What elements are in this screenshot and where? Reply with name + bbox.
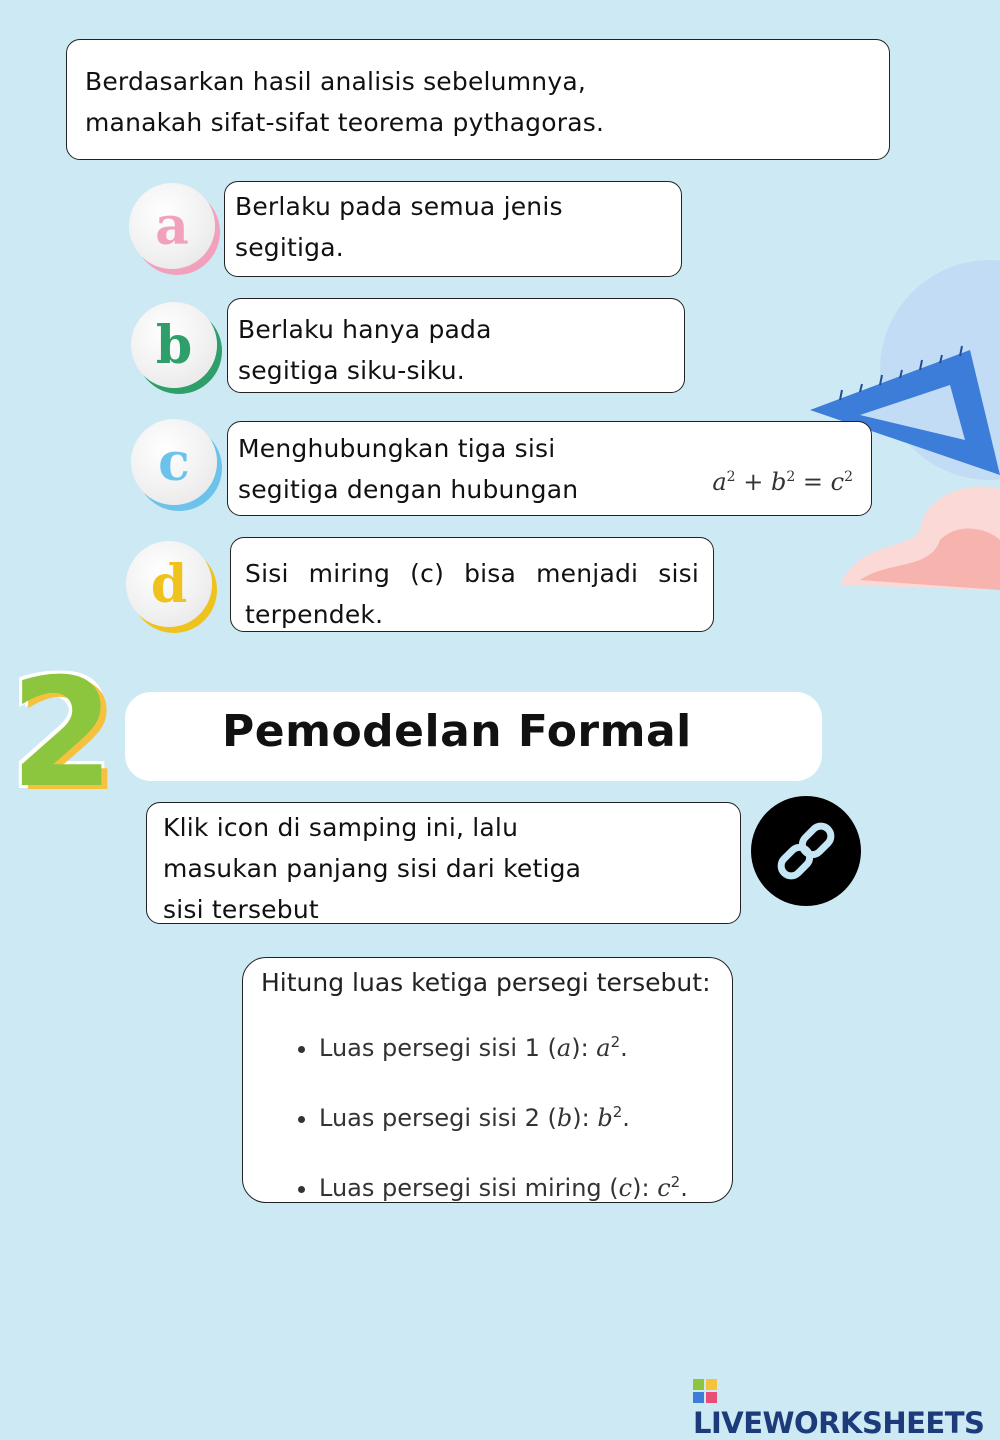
item-3-exp: 2 xyxy=(670,1173,681,1191)
question-line-2: manakah sifat-sifat teorema pythagoras. xyxy=(85,108,605,137)
option-b-letter: b xyxy=(155,314,193,376)
option-d-text xyxy=(245,553,699,635)
question-box xyxy=(66,39,890,160)
item-3-var: c xyxy=(618,1174,633,1202)
instruction-box xyxy=(146,802,741,924)
formula-b-exp: 2 xyxy=(786,469,796,485)
item-1-var: a xyxy=(556,1034,572,1062)
item-1-sym: a xyxy=(596,1034,611,1062)
option-c-card[interactable] xyxy=(227,421,872,516)
option-b-line-1: Berlaku hanya pada xyxy=(238,315,492,344)
option-a-letter-bubble xyxy=(129,183,215,269)
area-instruction-box xyxy=(242,957,733,1203)
option-d-line-2: terpendek. xyxy=(245,600,384,629)
instruction-line-1: Klik icon di samping ini, lalu xyxy=(163,813,519,842)
item-3-mid: ): xyxy=(632,1174,658,1202)
formula-b: b xyxy=(770,468,787,496)
item-1-mid: ): xyxy=(571,1034,597,1062)
item-1-prefix: Luas persegi sisi 1 ( xyxy=(319,1034,557,1062)
option-b-letter-bubble xyxy=(131,302,217,388)
pythagoras-formula: $a^2 + b^2 = c^2$ xyxy=(712,468,853,496)
logo-text: LIVEWORKSHEETS xyxy=(693,1406,985,1440)
instruction-line-3: sisi tersebut xyxy=(163,895,319,924)
option-d-letter: d xyxy=(150,553,188,615)
link-button[interactable] xyxy=(751,796,861,906)
area-list xyxy=(261,1010,714,1220)
instruction-line-2: masukan panjang sisi dari ketiga xyxy=(163,854,582,883)
link-icon xyxy=(769,814,843,888)
item-2-sym: b xyxy=(597,1104,613,1132)
option-c-letter: c xyxy=(158,431,190,493)
item-2-end: . xyxy=(622,1104,630,1132)
liveworksheets-logo-icon xyxy=(693,1379,717,1403)
option-d-line-1: Sisi miring (c) bisa menjadi sisi xyxy=(245,559,699,588)
item-2-prefix: Luas persegi sisi 2 ( xyxy=(319,1104,557,1132)
item-3-sym: c xyxy=(657,1174,671,1202)
section-banner xyxy=(125,692,822,781)
section-number: 2 xyxy=(10,647,115,821)
option-b-line-2: segitiga siku-siku. xyxy=(238,356,465,385)
item-1-end: . xyxy=(620,1034,628,1062)
section-title: Pemodelan Formal xyxy=(222,706,692,757)
option-c-letter-bubble xyxy=(131,419,217,505)
item-3-prefix: Luas persegi sisi miring ( xyxy=(319,1174,619,1202)
area-heading: Hitung luas ketiga persegi tersebut: xyxy=(261,968,711,997)
option-a-line-1: Berlaku pada semua jenis xyxy=(235,192,563,221)
option-a-line-2: segitiga. xyxy=(235,233,344,262)
formula-a-exp: 2 xyxy=(726,469,736,485)
item-1-exp: 2 xyxy=(610,1033,621,1051)
list-item xyxy=(319,1080,714,1150)
option-a-letter: a xyxy=(155,195,189,257)
item-2-var: b xyxy=(556,1104,573,1132)
option-d-letter-bubble xyxy=(126,541,212,627)
option-b-card[interactable] xyxy=(227,298,685,393)
option-d-card[interactable] xyxy=(230,537,714,632)
option-a-card[interactable] xyxy=(224,181,682,277)
formula-a: a xyxy=(712,468,727,496)
formula-c: c xyxy=(830,468,845,496)
formula-c-exp: 2 xyxy=(844,469,853,485)
option-c-line-1: Menghubungkan tiga sisi xyxy=(238,434,556,463)
item-2-mid: ): xyxy=(572,1104,598,1132)
triangle-ruler-illustration xyxy=(800,240,1000,590)
question-line-1: Berdasarkan hasil analisis sebelumnya, xyxy=(85,67,586,96)
list-item xyxy=(319,1150,714,1220)
liveworksheets-logo[interactable] xyxy=(693,1372,1000,1440)
list-item xyxy=(319,1010,714,1080)
item-3-end: . xyxy=(680,1174,688,1202)
item-2-exp: 2 xyxy=(612,1103,623,1121)
option-c-line-2: segitiga dengan hubungan xyxy=(238,475,579,504)
